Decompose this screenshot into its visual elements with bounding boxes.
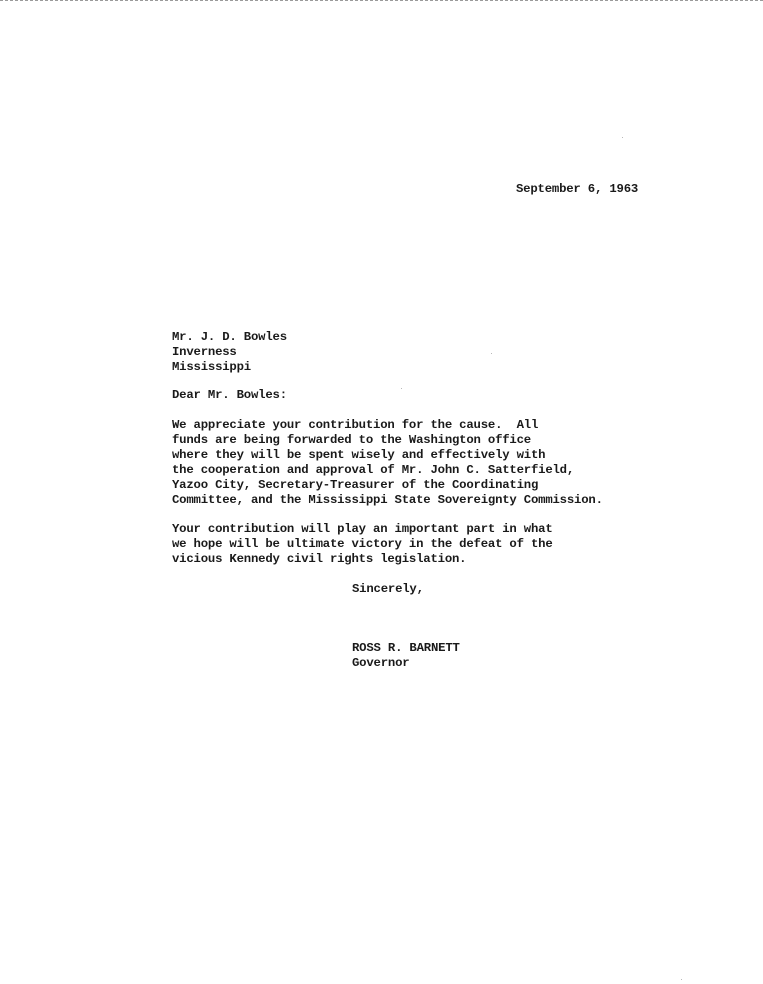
scan-speck [681, 979, 682, 980]
scan-speck [622, 137, 623, 138]
paragraph-1-line-5: Yazoo City, Secretary-Treasurer of the Coordinating [172, 478, 539, 492]
letter-date: September 6, 1963 [516, 182, 639, 196]
paragraph-1-line-3: where they will be spent wisely and effectively with [172, 448, 546, 462]
paragraph-1-line-1: We appreciate your contribution for the cause. All [172, 418, 539, 432]
paragraph-1-line-2: funds are being forwarded to the Washington office [172, 433, 531, 447]
paragraph-1-line-4: the cooperation and approval of Mr. John C. Satterfield, [172, 463, 575, 477]
scan-speck [401, 388, 402, 389]
paragraph-2-line-3: vicious Kennedy civil rights legislation. [172, 552, 467, 566]
recipient-state: Mississippi [172, 360, 251, 374]
paragraph-1-line-6: Committee, and the Mississippi State Sovereignty Commission. [172, 493, 603, 507]
salutation: Dear Mr. Bowles: [172, 388, 287, 402]
paragraph-2-line-2: we hope will be ultimate victory in the defeat of the [172, 537, 553, 551]
recipient-name: Mr. J. D. Bowles [172, 330, 287, 344]
recipient-city: Inverness [172, 345, 237, 359]
paragraph-2-line-1: Your contribution will play an important part in what [172, 522, 553, 536]
signer-title: Governor [352, 656, 410, 670]
scan-speck [491, 353, 492, 354]
signer-name: ROSS R. BARNETT [352, 641, 460, 655]
closing: Sincerely, [352, 582, 424, 596]
